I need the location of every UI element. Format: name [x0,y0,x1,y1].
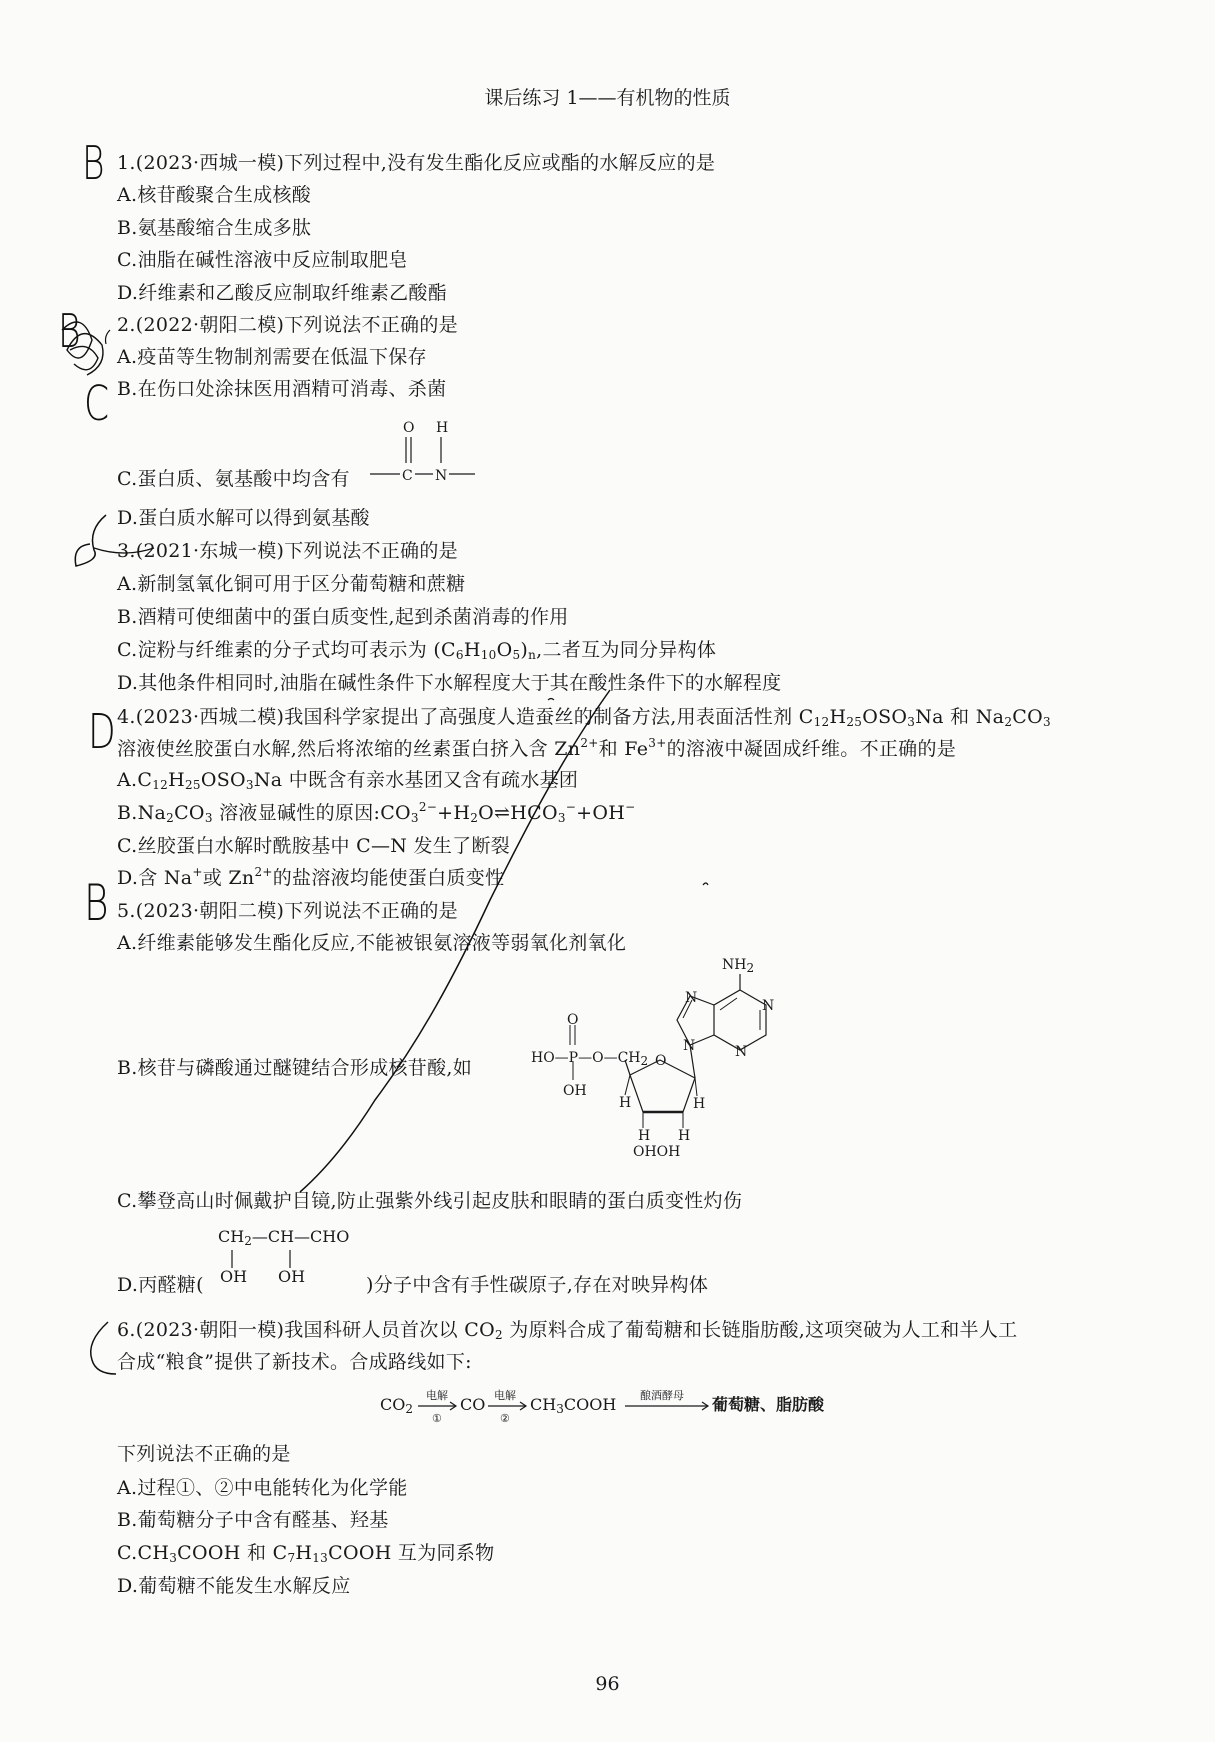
text-run: —CH—CHO [251,1227,350,1246]
text-run: 3.(2021·东城一模)下列说法不正确的是 [117,540,458,562]
text-run: D.纤维素和乙酸反应制取纤维素乙酸酯 [117,282,447,304]
text-run: CH [218,1227,245,1246]
text-run: OSO [862,706,908,728]
text-run: CH [530,1395,557,1414]
nucleotide-phosphate-oh-label: OH [563,1083,587,1099]
text-run: 2.(2022·朝阳二模)下列说法不正确的是 [117,314,458,336]
subscript: 3 [556,1402,564,1416]
subscript: 2 [640,1054,649,1068]
superscript: 2+ [580,736,599,750]
text-run: A.C [117,769,153,791]
text-run: COOH [563,1395,617,1414]
text-run: O⇌HCO [478,802,558,824]
text-run: C.淀粉与纤维素的分子式均可表示为 (C [117,639,456,661]
subscript: 3 [245,778,254,792]
superscript: + [192,865,203,879]
subscript: 3 [204,811,213,825]
text-run: 6.(2023·朝阳一模)我国科研人员首次以 CO [117,1319,496,1341]
subscript: 2 [405,1402,413,1416]
text-run: A.过程①、②中电能转化为化学能 [117,1477,408,1499]
subscript: 3 [169,1551,178,1565]
subscript: 6 [455,648,464,662]
subscript: 2 [746,961,755,975]
text-run: C.攀登高山时佩戴护目镜,防止强紫外线引起皮肤和眼睛的蛋白质变性灼伤 [117,1190,743,1212]
subscript: 2 [1004,715,1013,729]
superscript: 3+ [648,736,667,750]
text-run: C.蛋白质、氨基酸中均含有 [117,468,350,490]
peptide-n-label: N [435,468,448,484]
text-run: 为原料合成了葡萄糖和长链脂肪酸,这项突破为人工和半人工 [502,1319,1018,1341]
nucleotide-h-label: H [638,1128,651,1144]
text-run: COOH 互为同系物 [328,1542,495,1564]
subscript: 3 [1042,715,1051,729]
subscript: 5 [512,648,521,662]
text-run: H [295,1542,313,1564]
text-run: B.核苷与磷酸通过醚键结合形成核苷酸,如 [117,1057,473,1079]
glyceraldehyde-oh-1: OH [220,1267,248,1286]
text-run: +H [437,802,471,824]
nucleotide-n9-label: N [683,1038,696,1054]
text-run: D.含 Na [117,867,193,889]
text-run: OSO [200,769,246,791]
page-title: 课后练习 1——有机物的性质 [484,87,731,109]
text-run: 的盐溶液均能使蛋白质变性 [272,867,505,889]
subscript: 3 [907,715,916,729]
handwritten-answer-q4: D [88,704,116,760]
text-run: O [496,639,513,661]
text-run: 或 Zn [202,867,255,889]
text-run: CO [174,802,205,824]
text-run: A.纤维素能够发生酯化反应,不能被银氨溶液等弱氧化剂氧化 [117,932,627,954]
route-arrow-2-condition: 电解 [494,1389,516,1402]
nucleotide-h-label: H [678,1128,691,1144]
page-number: 96 [595,1673,620,1695]
handwritten-scribble-q2: B [58,304,81,358]
text-run: 和 Fe [598,738,649,760]
text-run: Na 和 Na [915,706,1005,728]
nucleotide-h-label: H [619,1095,632,1111]
text-run: B.氨基酸缩合生成多肽 [117,217,312,239]
superscript: 2+ [254,865,273,879]
text-run: +OH [576,802,626,824]
glyceraldehyde-oh-2: OH [278,1267,306,1286]
text-run: C.CH [117,1542,170,1564]
peptide-c-label: C [402,468,413,484]
route-arrow-1-condition: 电解 [426,1389,448,1402]
subscript: 12 [152,778,169,792]
text-run: 葡萄糖、脂肪酸 [712,1395,825,1414]
text-run: H [463,639,481,661]
subscript: 10 [480,648,497,662]
handwritten-answer-q5: B [84,874,109,932]
subscript: 25 [184,778,201,792]
text-run: ,二者互为同分异构体 [536,639,717,661]
text-run: B.酒精可使细菌中的蛋白质变性,起到杀菌消毒的作用 [117,606,569,628]
nucleotide-n7-label: N [685,990,698,1006]
text-run: CO [460,1395,486,1414]
text-run: HO—P—O—CH [531,1050,641,1066]
subscript: 2 [495,1328,503,1342]
text-run: A.新制氢氧化铜可用于区分葡萄糖和蔗糖 [117,573,466,595]
nucleotide-ring-o-label: O [655,1053,667,1069]
subscript: 2 [244,1234,252,1248]
text-run: B.Na [117,802,167,824]
text-run: A.疫苗等生物制剂需要在低温下保存 [117,346,427,368]
subscript: 7 [287,1551,296,1565]
superscript: − [625,800,636,814]
text-run: C.丝胶蛋白水解时酰胺基中 C—N 发生了断裂 [117,835,511,857]
route-arrow-2-step: ② [500,1412,510,1425]
peptide-o-label: O [403,420,415,436]
text-run: CO [1012,706,1043,728]
text-run: C.油脂在碱性溶液中反应制取肥皂 [117,249,408,271]
text-run: 的溶液中凝固成纤维。不正确的是 [666,738,957,760]
text-run: 4.(2023·西城二模)我国科学家提出了高强度人造蚕丝的制备方法,用表面活性剂 C [117,706,814,728]
subscript: 25 [846,715,863,729]
text-run: 溶液使丝胶蛋白水解,然后将浓缩的丝素蛋白挤入含 Zn [117,738,581,760]
text-run: H [168,769,185,791]
text-run: Na 中既含有亲水基团又含有疏水基团 [253,769,579,791]
subscript: 2 [470,811,479,825]
subscript: 13 [312,1551,329,1565]
route-arrow-3-condition: 酿酒酵母 [640,1389,684,1402]
text-run: D.其他条件相同时,油脂在碱性条件下水解程度大于其在酸性条件下的水解程度 [117,672,782,694]
subscript: 2 [166,811,175,825]
peptide-h-label: H [436,420,449,436]
nucleotide-phosphate-o-label: O [567,1012,579,1028]
text-run: )分子中含有手性碳原子,存在对映异构体 [366,1274,709,1296]
text-run: D.葡萄糖不能发生水解反应 [117,1575,351,1597]
text-run: B.在伤口处涂抹医用酒精可消毒、杀菌 [117,378,447,400]
text-run: 溶液显碱性的原因:CO [212,802,411,824]
subscript: n [528,648,537,662]
text-run: B.葡萄糖分子中含有醛基、羟基 [117,1509,389,1531]
nucleotide-h-label: H [693,1096,706,1112]
text-run: 下列说法不正确的是 [117,1443,291,1465]
text-run: CO [380,1395,406,1414]
subscript: 3 [410,811,419,825]
text-run: A.核苷酸聚合生成核酸 [117,184,312,206]
text-run: NH [722,957,747,973]
text-run: 5.(2023·朝阳二模)下列说法不正确的是 [117,900,458,922]
text-run: ) [520,639,529,661]
handwritten-answer-q2: C [84,376,110,432]
text-run: 1.(2023·西城一模)下列过程中,没有发生酯化反应或酯的水解反应的是 [117,152,716,174]
subscript: 3 [557,811,566,825]
nucleotide-ohoh-label: OHOH [633,1144,681,1160]
text-run: D.蛋白质水解可以得到氨基酸 [117,507,370,529]
text-run: D.丙醛糖( [117,1274,204,1296]
subscript: 12 [813,715,830,729]
nucleotide-n3-label: N [735,1044,748,1060]
text-run: 合成“粮食”提供了新技术。合成路线如下: [117,1351,472,1373]
route-arrow-1-step: ① [432,1412,442,1425]
nucleotide-n1-label: N [762,998,775,1014]
handwritten-answer-q1: B [82,136,105,190]
superscript: 2− [418,800,438,814]
text-run: H [829,706,847,728]
text-run: COOH 和 C [177,1542,288,1564]
superscript: − [565,800,577,814]
